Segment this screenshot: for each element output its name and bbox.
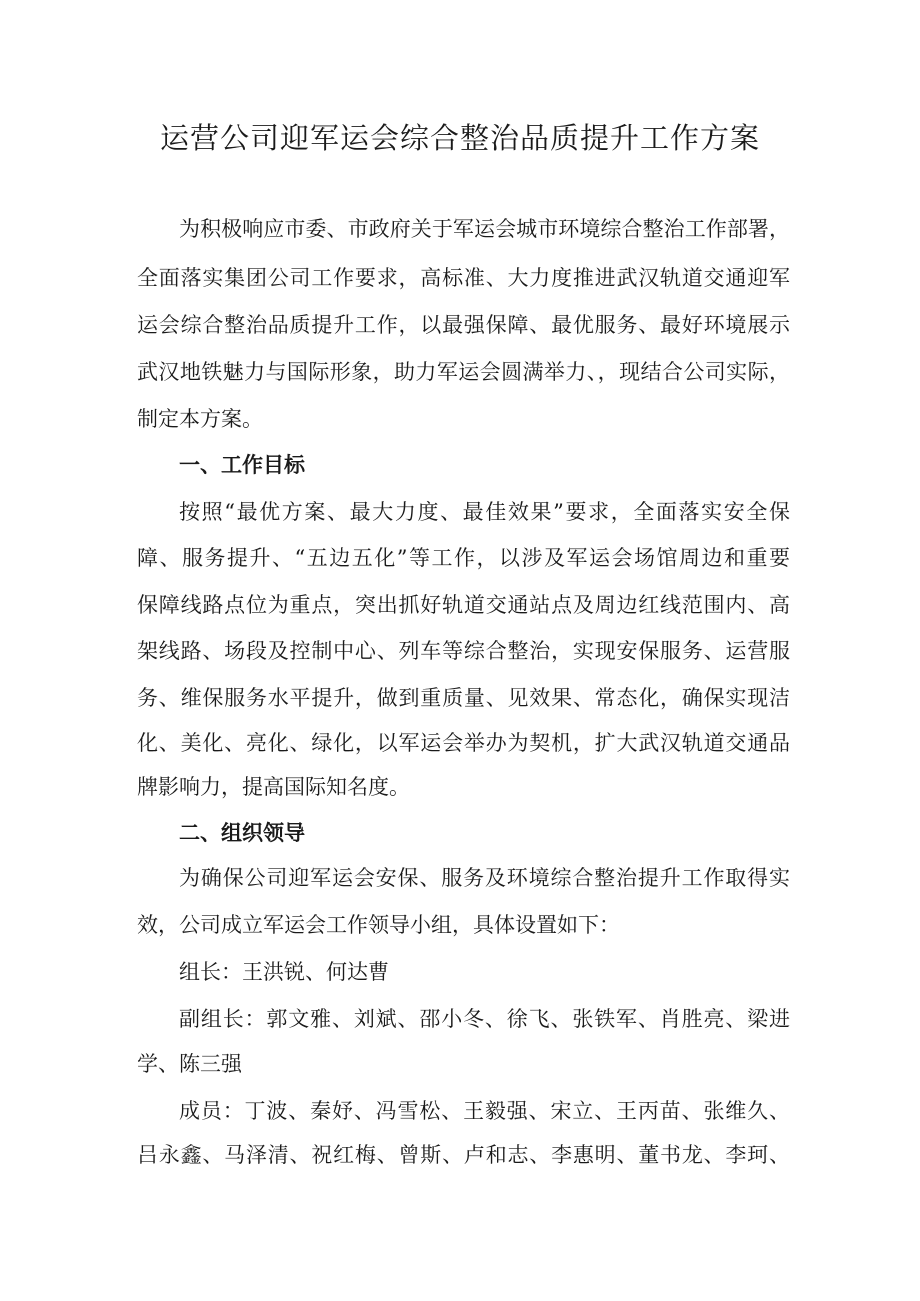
section1-line: 牌影响力，提高国际知名度。 — [137, 775, 410, 799]
section1-line: 按照“最优方案、最大力度、最佳效果”要求，全面落实安全保 — [179, 500, 790, 524]
intro-line: 为积极响应市委、市政府关于军运会城市环境综合整治工作部署， — [179, 217, 790, 241]
deputy-line: 副组长：郭文雅、刘斌、邵小冬、徐飞、张铁军、肖胜亮、梁进 — [179, 1007, 790, 1031]
section2-line: 效，公司成立军运会工作领导小组，具体设置如下： — [137, 913, 620, 937]
intro-line: 武汉地铁魅力与国际形象，助力军运会圆满举力、，现结合公司实际， — [137, 360, 790, 384]
section1-line: 障、服务提升、“五边五化”等工作，以涉及军运会场馆周边和重要 — [137, 546, 790, 570]
deputy-line: 学、陈三强 — [137, 1052, 242, 1076]
section-heading-goals: 一、工作目标 — [179, 453, 305, 477]
intro-line: 运会综合整治品质提升工作，以最强保障、最优服务、最好环境展示 — [137, 313, 790, 337]
document-title: 运营公司迎军运会综合整治品质提升工作方案 — [159, 121, 760, 155]
section1-line: 务、维保服务水平提升，做到重质量、见效果、常态化，确保实现洁 — [137, 686, 790, 710]
intro-line: 全面落实集团公司工作要求，高标准、大力度推进武汉轨道交通迎军 — [137, 266, 790, 290]
member-line: 成员：丁波、秦妤、冯雪松、王毅强、宋立、王丙苗、张维久、 — [179, 1099, 790, 1123]
member-line: 吕永鑫、马泽清、祝红梅、曾斯、卢和志、李惠明、董书龙、李珂、 — [137, 1143, 790, 1167]
section1-line: 架线路、场段及控制中心、列车等综合整治，实现安保服务、运营服 — [137, 639, 790, 663]
section1-line: 保障线路点位为重点，突出抓好轨道交通站点及周边红线范围内、高 — [137, 593, 790, 617]
section-heading-organization: 二、组织领导 — [179, 821, 305, 845]
section2-line: 为确保公司迎军运会安保、服务及环境综合整治提升工作取得实 — [179, 866, 790, 890]
section1-line: 化、美化、亮化、绿化，以军运会举办为契机，扩大武汉轨道交通品 — [137, 731, 790, 755]
leader-line: 组长：王洪锐、何达曹 — [179, 960, 389, 984]
intro-line: 制定本方案。 — [137, 407, 263, 431]
